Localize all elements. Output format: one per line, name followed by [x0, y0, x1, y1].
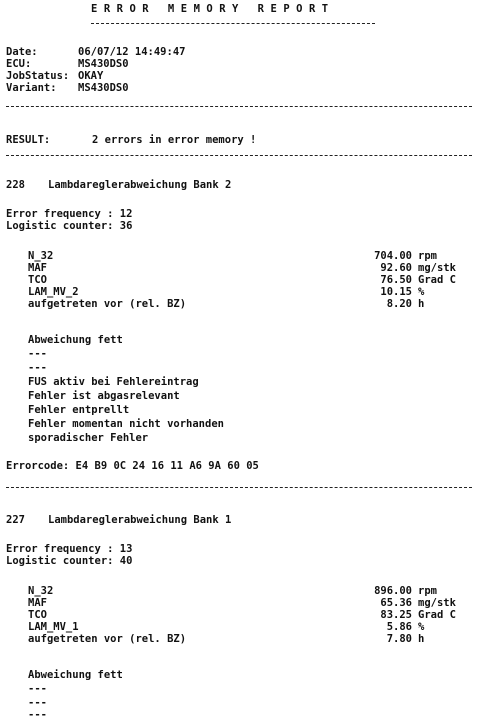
- divider: [6, 155, 472, 156]
- measurement-value: 65.36: [380, 597, 412, 609]
- measurement-value: 5.86: [386, 621, 412, 633]
- measurement-unit: Grad C: [418, 274, 456, 286]
- measurement-label: aufgetreten vor (rel. BZ): [28, 298, 187, 310]
- measurement-value: 7.80: [386, 633, 412, 645]
- error-code: 227: [6, 514, 25, 526]
- measurement-unit: Grad C: [418, 609, 456, 621]
- measurement-label: N_32: [28, 585, 54, 597]
- measurement-unit: mg/stk: [418, 597, 456, 609]
- measurement-value: 704.00: [374, 250, 412, 262]
- note-line: Fehler ist abgasrelevant: [28, 390, 180, 402]
- note-line: ---: [28, 697, 47, 709]
- error-code: 228: [6, 179, 25, 191]
- measurement-row: [28, 298, 472, 310]
- result-label: RESULT:: [6, 134, 51, 146]
- measurement-row: [28, 262, 472, 274]
- error-frequency: Error frequency : 13: [6, 543, 133, 555]
- measurement-label: LAM_MV_2: [28, 286, 79, 298]
- note-line: Fehler entprellt: [28, 404, 130, 416]
- note-line: ---: [28, 362, 47, 374]
- date-value: 06/07/12 14:49:47: [78, 46, 186, 58]
- variant-value: MS430DS0: [78, 82, 129, 94]
- measurement-value: 896.00: [374, 585, 412, 597]
- measurement-row: [28, 621, 472, 633]
- measurement-row: [28, 286, 472, 298]
- jobstatus-value: OKAY: [78, 70, 104, 82]
- note-line: Fehler momentan nicht vorhanden: [28, 418, 224, 430]
- ecu-value: MS430DS0: [78, 58, 129, 70]
- measurement-value: 76.50: [380, 274, 412, 286]
- measurement-unit: %: [418, 621, 425, 633]
- measurement-value: 83.25: [380, 609, 412, 621]
- measurement-label: LAM_MV_1: [28, 621, 79, 633]
- measurement-unit: h: [418, 633, 425, 645]
- measurement-row: [28, 274, 472, 286]
- result-text: 2 errors in error memory !: [92, 134, 257, 146]
- note-line: ---: [28, 683, 47, 695]
- title-rule: [91, 23, 375, 24]
- errorcode-line: Errorcode: E4 B9 0C 24 16 11 A6 9A 60 05: [6, 460, 259, 472]
- measurement-row: [28, 609, 472, 621]
- measurement-value: 10.15: [380, 286, 412, 298]
- measurement-label: TCO: [28, 609, 47, 621]
- note-line: FUS aktiv bei Fehlereintrag: [28, 376, 199, 388]
- measurement-unit: rpm: [418, 250, 437, 262]
- measurement-unit: mg/stk: [418, 262, 456, 274]
- note-line: Abweichung fett: [28, 334, 123, 346]
- measurement-unit: rpm: [418, 585, 437, 597]
- logistic-counter: Logistic counter: 36: [6, 220, 133, 232]
- error-frequency: Error frequency : 12: [6, 208, 133, 220]
- ecu-label: ECU:: [6, 58, 32, 70]
- variant-label: Variant:: [6, 82, 57, 94]
- logistic-counter: Logistic counter: 40: [6, 555, 133, 567]
- measurement-unit: h: [418, 298, 425, 310]
- measurement-row: [28, 633, 472, 645]
- note-line: Abweichung fett: [28, 669, 123, 681]
- measurement-row: [28, 585, 472, 597]
- measurement-label: TCO: [28, 274, 47, 286]
- jobstatus-label: JobStatus:: [6, 70, 70, 82]
- measurement-value: 92.60: [380, 262, 412, 274]
- divider: [6, 487, 472, 488]
- error-name: Lambdareglerabweichung Bank 2: [48, 179, 232, 191]
- note-line: ---: [28, 709, 47, 721]
- note-line: ---: [28, 348, 47, 360]
- measurement-row: [28, 250, 472, 262]
- measurement-label: N_32: [28, 250, 54, 262]
- report-title: ERROR MEMORY REPORT: [91, 3, 335, 15]
- measurement-label: aufgetreten vor (rel. BZ): [28, 633, 187, 645]
- measurement-unit: %: [418, 286, 425, 298]
- error-name: Lambdareglerabweichung Bank 1: [48, 514, 232, 526]
- measurement-label: MAF: [28, 597, 47, 609]
- measurement-value: 8.20: [386, 298, 412, 310]
- measurement-row: [28, 597, 472, 609]
- note-line: sporadischer Fehler: [28, 432, 149, 444]
- date-label: Date:: [6, 46, 38, 58]
- measurement-label: MAF: [28, 262, 47, 274]
- divider: [6, 106, 472, 107]
